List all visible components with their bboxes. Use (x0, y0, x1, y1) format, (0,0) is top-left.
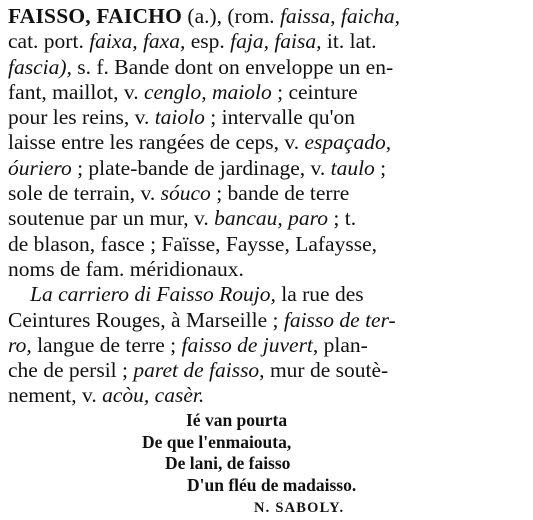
italic-text: taiolo (154, 105, 205, 130)
entry-text: s. f. Bande dont on enveloppe un en- (71, 54, 394, 79)
entry-text: ; (374, 155, 387, 180)
entry-line (8, 105, 524, 130)
entry-text: soutenue par un mur, v. (8, 206, 215, 231)
entry-line (8, 80, 524, 105)
italic-text: sóuco (160, 181, 211, 206)
entry-line (8, 257, 524, 282)
italic-text: ro, (8, 332, 32, 357)
italic-text: acòu, casèr. (102, 383, 205, 408)
entry-text: la rue des (275, 282, 364, 307)
dictionary-entry-faisso (8, 4, 524, 409)
entry-line (8, 282, 524, 307)
entry-text: ; intervalle qu'on (204, 105, 356, 130)
entry-text: ; t. (328, 206, 357, 231)
entry-text: ; plate-bande de jardinage, v. (71, 155, 331, 180)
italic-text: faja, faisa, (230, 29, 322, 54)
poem-line: De que l'enmaiouta, (142, 431, 292, 452)
italic-text: bancau, paro (214, 206, 329, 231)
entry-line (8, 232, 524, 257)
entry-line (8, 181, 524, 206)
entry-text: ; ceinture (271, 79, 358, 104)
entry-line (8, 55, 524, 80)
entry-text: pour les reins, v. (8, 105, 155, 130)
italic-text: faissa, faicha, (279, 4, 400, 28)
italic-text: fascia), (8, 54, 72, 79)
entry-text: Ceintures Rouges, à Marseille ; (8, 307, 284, 332)
italic-text: óuriero (8, 155, 72, 180)
entry-line (8, 383, 524, 408)
entry-text: langue de terre ; (31, 332, 182, 357)
italic-text: espaçado, (304, 130, 392, 155)
italic-text: faisso de juvert, (181, 332, 319, 357)
entry-line (8, 29, 524, 54)
italic-text: La carriero di Faisso Roujo, (30, 282, 276, 307)
entry-text: cat. port. (8, 29, 90, 54)
entry-line (8, 308, 524, 333)
italic-text: taulo (330, 155, 375, 180)
entry-text: it. lat. (321, 29, 377, 54)
entry-text: sole de terrain, v. (8, 181, 161, 206)
entry-text: esp. (185, 29, 231, 54)
italic-text: faixa, faxa, (89, 29, 186, 54)
italic-text: cenglo, maiolo (143, 79, 272, 104)
poem-line: D'un fléu de madaisso. (187, 474, 357, 495)
entry-text: noms de fam. méridionaux. (8, 256, 244, 281)
italic-text: faisso de ter- (283, 307, 396, 332)
entry-line (8, 156, 524, 181)
entry-text: (a.), (rom. (182, 4, 280, 28)
entry-text: mur de soutè- (264, 358, 389, 383)
italic-text: paret de faisso, (133, 358, 265, 383)
entry-text: che de persil ; (8, 358, 134, 383)
entry-line (8, 206, 524, 231)
entry-line (8, 130, 524, 155)
poem-signature: N. SABOLY. (254, 500, 345, 516)
entry-text: fant, maillot, v. (8, 79, 144, 104)
entry-text: plan- (318, 332, 368, 357)
entry-text: de blason, fasce ; Faïsse, Faysse, Lafaysse, (8, 231, 377, 256)
entry-line (8, 4, 524, 29)
entry-line (8, 333, 524, 358)
poem-line: Ié van pourta (186, 410, 288, 430)
headword: FAISSO, FAICHO (8, 4, 183, 28)
entry-text: laisse entre les rangées de ceps, v. (8, 130, 305, 155)
entry-text: nement, v. (8, 383, 103, 408)
entry-line (8, 358, 524, 383)
entry-text: ; bande de terre (210, 181, 350, 206)
poem-line: De lani, de faisso (165, 453, 291, 473)
